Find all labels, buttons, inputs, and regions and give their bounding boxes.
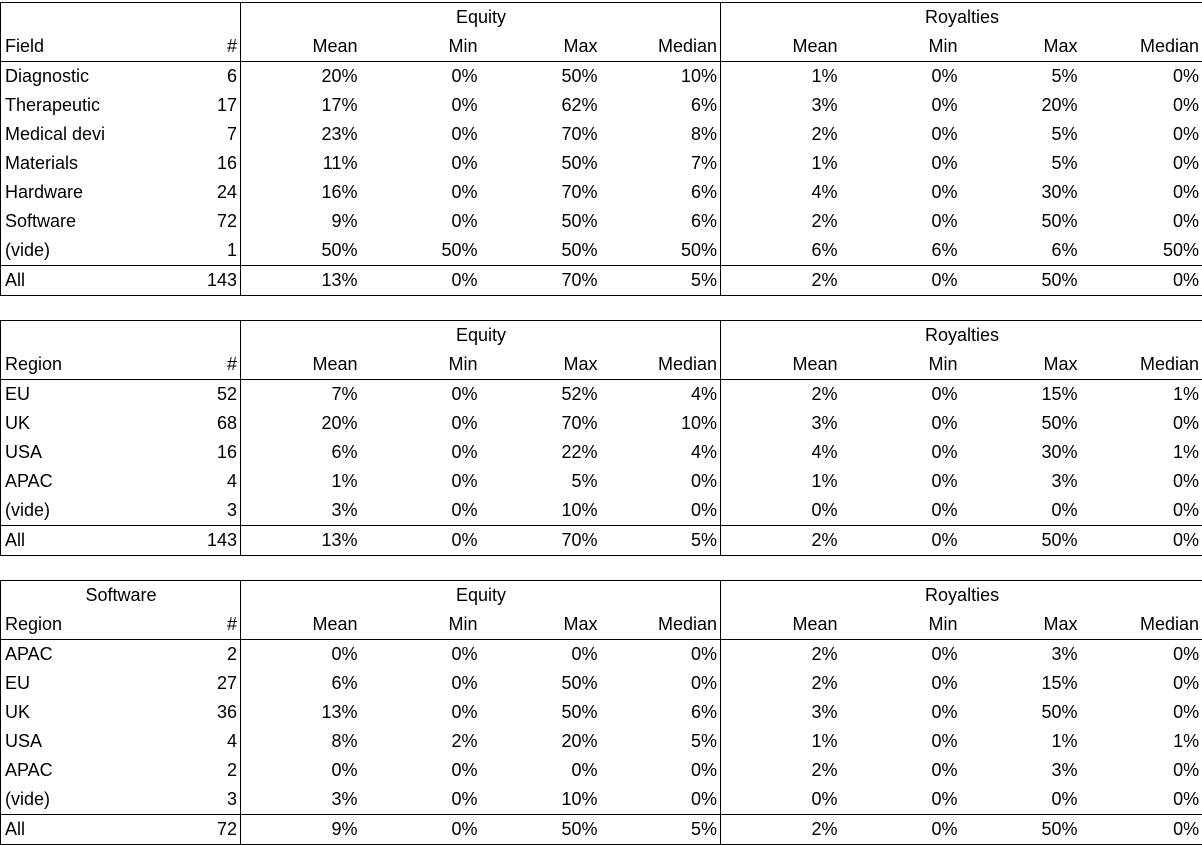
table-cell: 0% bbox=[1081, 62, 1202, 92]
column-header: Median bbox=[601, 350, 721, 380]
table-cell: 0% bbox=[601, 467, 721, 496]
table-cell: 4% bbox=[601, 438, 721, 467]
table-cell: 0% bbox=[361, 380, 481, 410]
royalties-group-header: Royalties bbox=[721, 581, 1202, 611]
table-cell: 6% bbox=[601, 178, 721, 207]
table-cell: 0% bbox=[841, 149, 961, 178]
table-cell: 0% bbox=[1081, 149, 1202, 178]
table-cell: 0% bbox=[841, 756, 961, 785]
table-cell: 3 bbox=[121, 785, 241, 815]
table-cell: 68 bbox=[121, 409, 241, 438]
table-cell: 0% bbox=[361, 120, 481, 149]
region-summary-table bbox=[0, 320, 1202, 556]
table-cell: 0% bbox=[841, 178, 961, 207]
row-label: APAC bbox=[1, 467, 121, 496]
table-cell: 0% bbox=[1081, 640, 1202, 670]
column-header: Min bbox=[841, 350, 961, 380]
total-cell: 0% bbox=[841, 526, 961, 556]
total-cell: 0% bbox=[361, 526, 481, 556]
column-header: Median bbox=[1081, 350, 1202, 380]
table-cell: 6% bbox=[601, 91, 721, 120]
table-row bbox=[1, 669, 1202, 698]
total-cell: 50% bbox=[961, 815, 1081, 845]
table-cell: 15% bbox=[961, 380, 1081, 410]
table-cell: 7% bbox=[601, 149, 721, 178]
table-cell: 8% bbox=[241, 727, 361, 756]
table-cell: 3% bbox=[961, 756, 1081, 785]
column-header: # bbox=[121, 610, 241, 640]
table-cell: 0% bbox=[601, 640, 721, 670]
table-cell: 16 bbox=[121, 438, 241, 467]
table-row bbox=[1, 62, 1202, 92]
table-cell: 0% bbox=[841, 496, 961, 526]
row-label: (vide) bbox=[1, 496, 121, 526]
table-row bbox=[1, 380, 1202, 410]
table-row bbox=[1, 91, 1202, 120]
total-cell: 2% bbox=[721, 815, 841, 845]
table-cell: 4% bbox=[721, 178, 841, 207]
table-cell: 16 bbox=[121, 149, 241, 178]
table-cell: 1% bbox=[961, 727, 1081, 756]
column-header: # bbox=[121, 32, 241, 62]
table-cell: 4 bbox=[121, 467, 241, 496]
total-cell: 0% bbox=[1081, 815, 1202, 845]
total-label: All bbox=[1, 815, 121, 845]
table-row bbox=[1, 785, 1202, 815]
table-cell: 0% bbox=[841, 698, 961, 727]
column-header: Min bbox=[361, 350, 481, 380]
table-corner-title bbox=[1, 3, 241, 33]
table-cell: 1% bbox=[721, 467, 841, 496]
table-cell: 1% bbox=[721, 62, 841, 92]
column-header-row bbox=[1, 32, 1202, 62]
table-cell: 0% bbox=[1081, 669, 1202, 698]
table-cell: 2% bbox=[721, 207, 841, 236]
table-cell: 2% bbox=[361, 727, 481, 756]
table-cell: 0% bbox=[1081, 785, 1202, 815]
table-cell: 15% bbox=[961, 669, 1081, 698]
table-cell: 2% bbox=[721, 669, 841, 698]
row-label: USA bbox=[1, 727, 121, 756]
total-cell: 70% bbox=[481, 266, 601, 296]
column-header: Max bbox=[961, 32, 1081, 62]
total-row bbox=[1, 526, 1202, 556]
table-cell: 0% bbox=[841, 120, 961, 149]
total-cell: 2% bbox=[721, 526, 841, 556]
row-label: Materials bbox=[1, 149, 121, 178]
total-cell: 70% bbox=[481, 526, 601, 556]
table-cell: 0% bbox=[361, 785, 481, 815]
row-label: (vide) bbox=[1, 785, 121, 815]
table-cell: 8% bbox=[601, 120, 721, 149]
total-row bbox=[1, 815, 1202, 845]
table-cell: 6% bbox=[841, 236, 961, 266]
table-cell: 24 bbox=[121, 178, 241, 207]
table-cell: 0% bbox=[361, 91, 481, 120]
table-cell: 2% bbox=[721, 380, 841, 410]
table-cell: 0% bbox=[841, 409, 961, 438]
table-cell: 13% bbox=[241, 698, 361, 727]
table-cell: 36 bbox=[121, 698, 241, 727]
field-summary-table bbox=[0, 2, 1202, 296]
column-header: Region bbox=[1, 610, 121, 640]
table-cell: 50% bbox=[481, 236, 601, 266]
table-cell: 10% bbox=[481, 785, 601, 815]
table-cell: 50% bbox=[481, 669, 601, 698]
table-cell: 3 bbox=[121, 496, 241, 526]
table-cell: 11% bbox=[241, 149, 361, 178]
table-cell: 0% bbox=[361, 207, 481, 236]
table-cell: 0% bbox=[361, 62, 481, 92]
table-cell: 3% bbox=[961, 640, 1081, 670]
table-cell: 9% bbox=[241, 207, 361, 236]
table-cell: 16% bbox=[241, 178, 361, 207]
table-cell: 3% bbox=[961, 467, 1081, 496]
table-corner-title bbox=[1, 321, 241, 351]
table-cell: 0% bbox=[1081, 756, 1202, 785]
table-cell: 6% bbox=[241, 669, 361, 698]
table-cell: 0% bbox=[1081, 496, 1202, 526]
table-cell: 2% bbox=[721, 640, 841, 670]
table-cell: 1% bbox=[721, 149, 841, 178]
table-cell: 1% bbox=[241, 467, 361, 496]
table-cell: 2% bbox=[721, 756, 841, 785]
table-row bbox=[1, 236, 1202, 266]
table-cell: 50% bbox=[961, 207, 1081, 236]
table-cell: 0% bbox=[601, 496, 721, 526]
table-cell: 50% bbox=[601, 236, 721, 266]
table-cell: 4% bbox=[601, 380, 721, 410]
table-cell: 1% bbox=[1081, 438, 1202, 467]
table-cell: 0% bbox=[481, 756, 601, 785]
total-label: All bbox=[1, 266, 121, 296]
total-cell: 5% bbox=[601, 526, 721, 556]
table-cell: 72 bbox=[121, 207, 241, 236]
table-cell: 3% bbox=[721, 698, 841, 727]
total-cell: 0% bbox=[1081, 266, 1202, 296]
group-header-row bbox=[1, 3, 1202, 33]
table-row bbox=[1, 496, 1202, 526]
total-cell: 0% bbox=[841, 815, 961, 845]
equity-group-header: Equity bbox=[241, 3, 721, 33]
column-header: Mean bbox=[721, 610, 841, 640]
table-cell: 5% bbox=[961, 149, 1081, 178]
table-row bbox=[1, 120, 1202, 149]
total-cell: 0% bbox=[361, 815, 481, 845]
table-cell: 1% bbox=[1081, 380, 1202, 410]
table-cell: 50% bbox=[361, 236, 481, 266]
table-cell: 50% bbox=[481, 698, 601, 727]
column-header: Min bbox=[841, 32, 961, 62]
table-cell: 0% bbox=[361, 409, 481, 438]
table-row bbox=[1, 409, 1202, 438]
row-label: Medical devi bbox=[1, 120, 121, 149]
table-corner-title: Software bbox=[1, 581, 241, 611]
table-cell: 0% bbox=[481, 640, 601, 670]
table-cell: 0% bbox=[1081, 178, 1202, 207]
column-header: Region bbox=[1, 350, 121, 380]
table-cell: 0% bbox=[1081, 120, 1202, 149]
column-header: Max bbox=[481, 32, 601, 62]
total-cell: 0% bbox=[841, 266, 961, 296]
table-cell: 0% bbox=[841, 438, 961, 467]
table-cell: 10% bbox=[601, 409, 721, 438]
row-label: UK bbox=[1, 409, 121, 438]
table-cell: 7 bbox=[121, 120, 241, 149]
royalties-group-header: Royalties bbox=[721, 321, 1202, 351]
table-cell: 3% bbox=[241, 496, 361, 526]
software-region-table bbox=[0, 580, 1202, 845]
table-cell: 3% bbox=[721, 409, 841, 438]
table-cell: 3% bbox=[721, 91, 841, 120]
total-cell: 143 bbox=[121, 526, 241, 556]
table-row bbox=[1, 438, 1202, 467]
row-label: Software bbox=[1, 207, 121, 236]
total-cell: 2% bbox=[721, 266, 841, 296]
table-cell: 22% bbox=[481, 438, 601, 467]
table-cell: 1% bbox=[1081, 727, 1202, 756]
column-header: Max bbox=[961, 610, 1081, 640]
table-cell: 2 bbox=[121, 756, 241, 785]
total-cell: 72 bbox=[121, 815, 241, 845]
group-header-row bbox=[1, 581, 1202, 611]
table-row bbox=[1, 467, 1202, 496]
table-cell: 0% bbox=[1081, 698, 1202, 727]
table-cell: 0% bbox=[841, 207, 961, 236]
column-header: Max bbox=[481, 350, 601, 380]
total-cell: 50% bbox=[961, 526, 1081, 556]
table-cell: 0% bbox=[361, 640, 481, 670]
table-cell: 20% bbox=[481, 727, 601, 756]
table-cell: 6% bbox=[961, 236, 1081, 266]
row-label: Therapeutic bbox=[1, 91, 121, 120]
table-cell: 0% bbox=[1081, 91, 1202, 120]
table-cell: 5% bbox=[481, 467, 601, 496]
column-header: Max bbox=[961, 350, 1081, 380]
table-cell: 62% bbox=[481, 91, 601, 120]
table-cell: 0% bbox=[1081, 207, 1202, 236]
table-cell: 23% bbox=[241, 120, 361, 149]
column-header: # bbox=[121, 350, 241, 380]
equity-group-header: Equity bbox=[241, 581, 721, 611]
table-cell: 0% bbox=[841, 669, 961, 698]
row-label: UK bbox=[1, 698, 121, 727]
table-cell: 6 bbox=[121, 62, 241, 92]
table-cell: 0% bbox=[841, 467, 961, 496]
column-header: Median bbox=[1081, 610, 1202, 640]
column-header: Max bbox=[481, 610, 601, 640]
table-cell: 10% bbox=[601, 62, 721, 92]
table-cell: 20% bbox=[241, 409, 361, 438]
total-cell: 5% bbox=[601, 266, 721, 296]
table-row bbox=[1, 640, 1202, 670]
total-cell: 50% bbox=[481, 815, 601, 845]
total-cell: 0% bbox=[1081, 526, 1202, 556]
table-cell: 5% bbox=[961, 120, 1081, 149]
column-header: Mean bbox=[241, 32, 361, 62]
table-cell: 0% bbox=[361, 669, 481, 698]
table-cell: 30% bbox=[961, 438, 1081, 467]
table-cell: 0% bbox=[361, 756, 481, 785]
table-cell: 1 bbox=[121, 236, 241, 266]
table-cell: 0% bbox=[721, 785, 841, 815]
table-cell: 17 bbox=[121, 91, 241, 120]
table-row bbox=[1, 756, 1202, 785]
table-cell: 0% bbox=[961, 785, 1081, 815]
table-cell: 2% bbox=[721, 120, 841, 149]
table-cell: 70% bbox=[481, 120, 601, 149]
table-cell: 0% bbox=[241, 640, 361, 670]
table-cell: 27 bbox=[121, 669, 241, 698]
table-cell: 5% bbox=[961, 62, 1081, 92]
table-cell: 30% bbox=[961, 178, 1081, 207]
table-cell: 10% bbox=[481, 496, 601, 526]
table-cell: 50% bbox=[241, 236, 361, 266]
table-cell: 17% bbox=[241, 91, 361, 120]
total-cell: 5% bbox=[601, 815, 721, 845]
total-label: All bbox=[1, 526, 121, 556]
table-cell: 0% bbox=[361, 178, 481, 207]
column-header-row bbox=[1, 610, 1202, 640]
row-label: EU bbox=[1, 380, 121, 410]
table-cell: 0% bbox=[241, 756, 361, 785]
table-cell: 3% bbox=[241, 785, 361, 815]
table-row bbox=[1, 149, 1202, 178]
row-label: Diagnostic bbox=[1, 62, 121, 92]
equity-group-header: Equity bbox=[241, 321, 721, 351]
table-cell: 0% bbox=[361, 698, 481, 727]
table-cell: 0% bbox=[721, 496, 841, 526]
table-cell: 20% bbox=[241, 62, 361, 92]
table-cell: 0% bbox=[361, 149, 481, 178]
table-cell: 52 bbox=[121, 380, 241, 410]
row-label: USA bbox=[1, 438, 121, 467]
total-cell: 9% bbox=[241, 815, 361, 845]
row-label: Hardware bbox=[1, 178, 121, 207]
column-header: Field bbox=[1, 32, 121, 62]
column-header: Mean bbox=[721, 350, 841, 380]
column-header: Median bbox=[601, 610, 721, 640]
total-cell: 143 bbox=[121, 266, 241, 296]
table-cell: 50% bbox=[481, 149, 601, 178]
table-cell: 20% bbox=[961, 91, 1081, 120]
table-row bbox=[1, 178, 1202, 207]
table-cell: 4% bbox=[721, 438, 841, 467]
table-cell: 50% bbox=[481, 62, 601, 92]
total-cell: 50% bbox=[961, 266, 1081, 296]
column-header: Min bbox=[841, 610, 961, 640]
table-cell: 0% bbox=[841, 91, 961, 120]
table-cell: 70% bbox=[481, 409, 601, 438]
royalties-group-header: Royalties bbox=[721, 3, 1202, 33]
table-cell: 0% bbox=[1081, 467, 1202, 496]
table-cell: 0% bbox=[361, 496, 481, 526]
column-header: Mean bbox=[241, 350, 361, 380]
table-cell: 6% bbox=[241, 438, 361, 467]
table-cell: 7% bbox=[241, 380, 361, 410]
column-header: Median bbox=[1081, 32, 1202, 62]
table-cell: 5% bbox=[601, 727, 721, 756]
table-cell: 0% bbox=[841, 727, 961, 756]
column-header: Median bbox=[601, 32, 721, 62]
column-header: Mean bbox=[241, 610, 361, 640]
table-cell: 50% bbox=[961, 409, 1081, 438]
column-header-row bbox=[1, 350, 1202, 380]
table-cell: 6% bbox=[601, 698, 721, 727]
total-cell: 13% bbox=[241, 266, 361, 296]
column-header: Mean bbox=[721, 32, 841, 62]
column-header: Min bbox=[361, 610, 481, 640]
table-cell: 6% bbox=[721, 236, 841, 266]
table-cell: 0% bbox=[361, 467, 481, 496]
column-header: Min bbox=[361, 32, 481, 62]
row-label: EU bbox=[1, 669, 121, 698]
table-cell: 0% bbox=[601, 785, 721, 815]
table-cell: 6% bbox=[601, 207, 721, 236]
table-cell: 0% bbox=[601, 756, 721, 785]
table-row bbox=[1, 698, 1202, 727]
table-cell: 0% bbox=[841, 640, 961, 670]
table-cell: 0% bbox=[961, 496, 1081, 526]
table-cell: 2 bbox=[121, 640, 241, 670]
table-cell: 0% bbox=[841, 380, 961, 410]
table-cell: 0% bbox=[601, 669, 721, 698]
table-row bbox=[1, 727, 1202, 756]
table-cell: 50% bbox=[1081, 236, 1202, 266]
table-cell: 50% bbox=[481, 207, 601, 236]
table-cell: 52% bbox=[481, 380, 601, 410]
table-cell: 50% bbox=[961, 698, 1081, 727]
table-cell: 4 bbox=[121, 727, 241, 756]
row-label: APAC bbox=[1, 756, 121, 785]
total-row bbox=[1, 266, 1202, 296]
table-cell: 70% bbox=[481, 178, 601, 207]
group-header-row bbox=[1, 321, 1202, 351]
row-label: (vide) bbox=[1, 236, 121, 266]
table-cell: 0% bbox=[361, 438, 481, 467]
row-label: APAC bbox=[1, 640, 121, 670]
table-cell: 1% bbox=[721, 727, 841, 756]
total-cell: 0% bbox=[361, 266, 481, 296]
table-cell: 0% bbox=[841, 785, 961, 815]
table-cell: 0% bbox=[1081, 409, 1202, 438]
table-cell: 0% bbox=[841, 62, 961, 92]
table-row bbox=[1, 207, 1202, 236]
total-cell: 13% bbox=[241, 526, 361, 556]
